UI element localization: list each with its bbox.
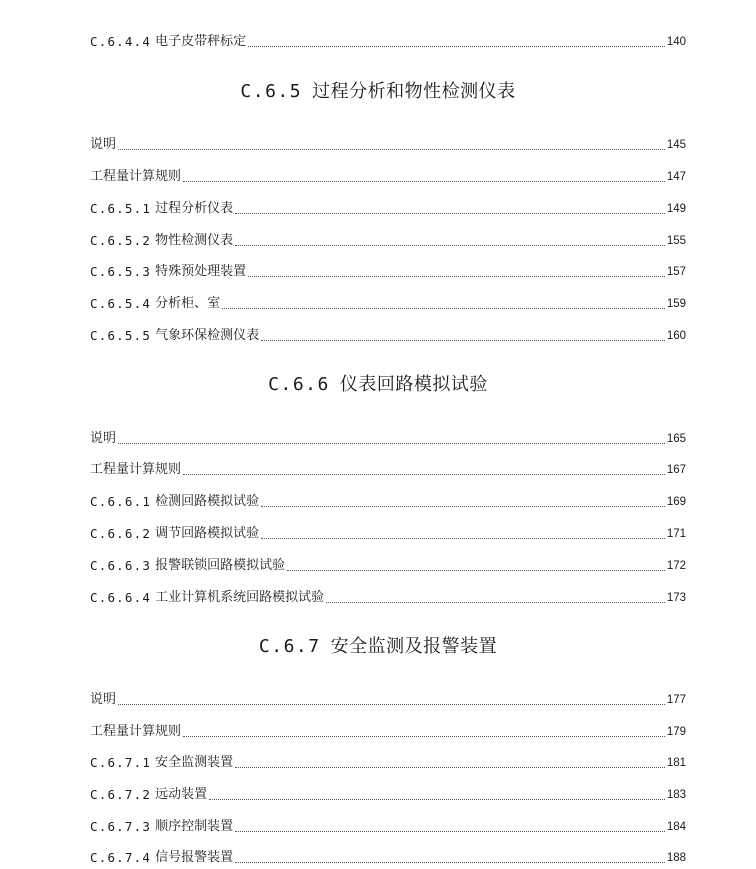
entry-page-number: 177 (666, 694, 686, 706)
toc-entry[interactable] (90, 324, 686, 344)
toc-entry[interactable] (90, 427, 686, 447)
entry-page-number: 188 (666, 852, 686, 864)
entry-title: 物性检测仪表 (155, 233, 234, 248)
entry-number: C.6.6.3 (90, 558, 152, 573)
dot-leader (235, 245, 665, 246)
entry-title: 说明 (90, 431, 117, 446)
entry-page-number: 167 (666, 464, 686, 476)
dot-leader (261, 340, 665, 341)
dot-leader (235, 862, 665, 863)
entry-number: C.6.6.4 (90, 590, 152, 605)
entry-title: 报警联锁回路模拟试验 (155, 558, 286, 573)
dot-leader (183, 181, 665, 182)
entry-page-number: 140 (666, 36, 686, 48)
entry-number: C.6.5.1 (90, 201, 152, 216)
entry-page-number: 172 (666, 560, 686, 572)
toc-entry[interactable] (90, 586, 686, 606)
entry-page-number: 159 (666, 298, 686, 310)
entry-title: 分析柜、室 (155, 296, 221, 311)
entry-title: 信号报警装置 (155, 850, 234, 865)
dot-leader (118, 149, 665, 150)
entry-title: 气象环保检测仪表 (155, 328, 260, 343)
toc-entry[interactable] (90, 458, 686, 478)
entry-page-number: 179 (666, 726, 686, 738)
toc-entry[interactable] (90, 783, 686, 803)
entry-title: 电子皮带秤标定 (155, 34, 247, 49)
section-title: 仪表回路模拟试验 (339, 374, 488, 395)
entry-title: 过程分析仪表 (155, 201, 234, 216)
toc-entry[interactable] (90, 688, 686, 708)
entry-title: 调节回路模拟试验 (155, 526, 260, 541)
entry-number: C.6.5.2 (90, 233, 152, 248)
dot-leader (287, 570, 665, 571)
dot-leader (235, 213, 665, 214)
entry-page-number: 171 (666, 528, 686, 540)
toc-entry[interactable] (90, 522, 686, 542)
entry-title: 工程量计算规则 (90, 724, 182, 739)
dot-leader (248, 46, 665, 47)
toc-entry[interactable] (90, 133, 686, 153)
entry-title: 顺序控制装置 (155, 819, 234, 834)
entry-title: 工程量计算规则 (90, 169, 182, 184)
entry-number: C.6.5.5 (90, 328, 152, 343)
section-number: C.6.5 (240, 81, 303, 102)
entry-number: C.6.7.2 (90, 787, 152, 802)
entry-title: 检测回路模拟试验 (155, 494, 260, 509)
entry-page-number: 157 (666, 266, 686, 278)
dot-leader (222, 308, 665, 309)
section-title: 安全监测及报警装置 (330, 636, 498, 657)
toc-entry[interactable] (90, 490, 686, 510)
entry-page-number: 184 (666, 821, 686, 833)
entry-title: 特殊预处理装置 (155, 264, 247, 279)
dot-leader (261, 506, 665, 507)
toc-entry[interactable] (90, 30, 686, 50)
section-number: C.6.7 (258, 636, 321, 657)
entry-number: C.6.6.1 (90, 494, 152, 509)
entry-page-number: 183 (666, 789, 686, 801)
toc-entry[interactable] (90, 165, 686, 185)
dot-leader (118, 443, 665, 444)
dot-leader (209, 799, 665, 800)
entry-page-number: 145 (666, 139, 686, 151)
section-heading (0, 373, 756, 397)
entry-page-number: 149 (666, 203, 686, 215)
dot-leader (183, 736, 665, 737)
section-heading (0, 635, 756, 659)
entry-number: C.6.7.4 (90, 850, 152, 865)
toc-entry[interactable] (90, 292, 686, 312)
entry-title: 远动装置 (155, 787, 208, 802)
section-title: 过程分析和物性检测仪表 (312, 81, 516, 102)
section-heading (0, 80, 756, 104)
entry-page-number: 147 (666, 171, 686, 183)
entry-number: C.6.7.3 (90, 819, 152, 834)
dot-leader (183, 474, 665, 475)
toc-entry[interactable] (90, 751, 686, 771)
dot-leader (261, 538, 665, 539)
toc-entry[interactable] (90, 554, 686, 574)
entry-number: C.6.5.4 (90, 296, 152, 311)
toc-entry[interactable] (90, 229, 686, 249)
toc-entry[interactable] (90, 260, 686, 280)
entry-number: C.6.7.1 (90, 755, 152, 770)
entry-title: 工业计算机系统回路模拟试验 (155, 590, 325, 605)
entry-number: C.6.6.2 (90, 526, 152, 541)
entry-title: 说明 (90, 137, 117, 152)
entry-title: 说明 (90, 692, 117, 707)
entry-title: 工程量计算规则 (90, 462, 182, 477)
entry-page-number: 160 (666, 330, 686, 342)
toc-entry[interactable] (90, 846, 686, 866)
entry-page-number: 155 (666, 235, 686, 247)
entry-number: C.6.4.4 (90, 34, 152, 49)
toc-entry[interactable] (90, 815, 686, 835)
dot-leader (235, 767, 665, 768)
entry-title: 安全监测装置 (155, 755, 234, 770)
entry-number: C.6.5.3 (90, 264, 152, 279)
entry-page-number: 165 (666, 433, 686, 445)
dot-leader (118, 704, 665, 705)
entry-page-number: 181 (666, 757, 686, 769)
entry-page-number: 173 (666, 592, 686, 604)
dot-leader (326, 602, 665, 603)
dot-leader (235, 831, 665, 832)
entry-page-number: 169 (666, 496, 686, 508)
toc-entry[interactable] (90, 197, 686, 217)
toc-entry[interactable] (90, 720, 686, 740)
section-number: C.6.6 (268, 374, 330, 395)
dot-leader (248, 276, 665, 277)
